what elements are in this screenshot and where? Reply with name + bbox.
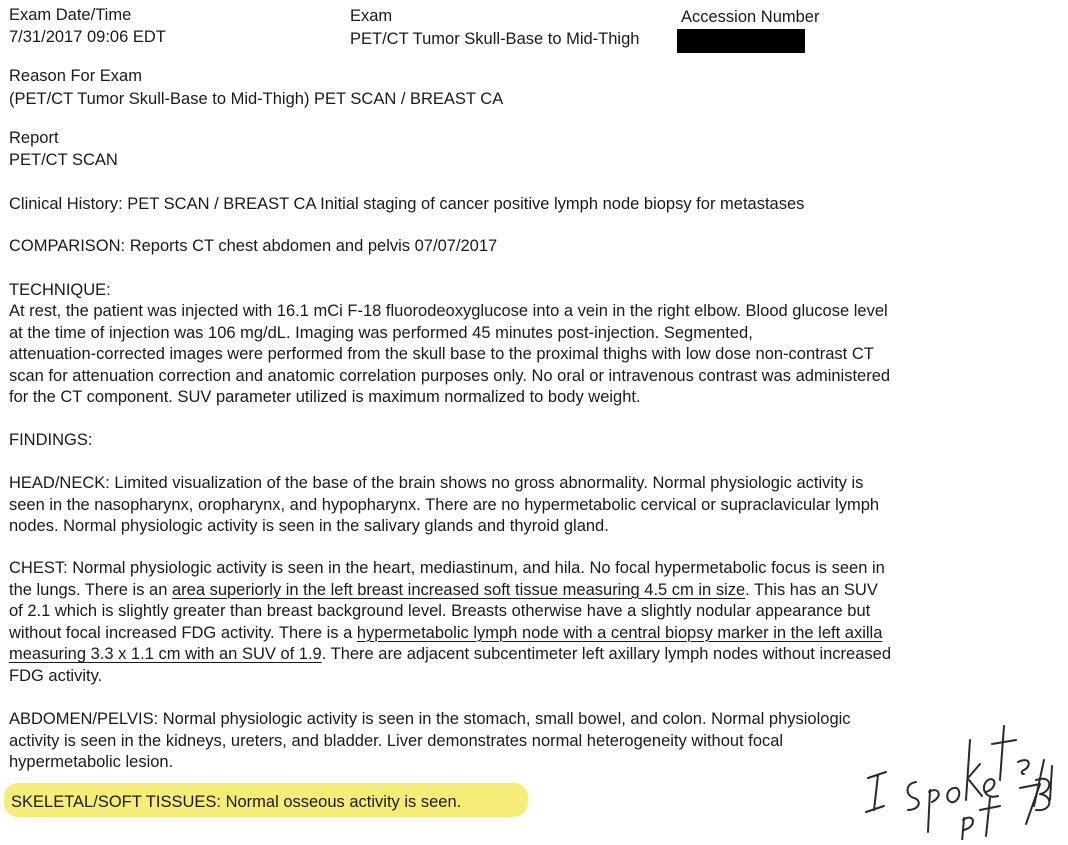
abdomen-line: ABDOMEN/PELVIS: Normal physiologic activity is seen in the stomach, small bowel, and colon. Normal physiologic — [9, 710, 851, 728]
handwritten-note-text: I spoke to pt 7/31 — [858, 700, 866, 701]
comparison: COMPARISON: Reports CT chest abdomen and pelvis 07/07/2017 — [9, 237, 498, 255]
report-label: Report — [9, 129, 59, 147]
handwriting-strokes — [866, 726, 1052, 840]
technique-line: at the time of injection was 106 mg/dL. Imaging was performed 45 minutes post-injection. Segmented, — [9, 323, 753, 342]
exam-date-label: Exam Date/Time — [9, 6, 132, 24]
chest-text: without focal increased FDG activity. There is a — [9, 623, 357, 642]
chest-text: . There are adjacent subcentimeter left axillary lymph nodes without increased — [321, 645, 891, 663]
chest-paragraph — [9, 558, 1019, 687]
report-value: PET/CT SCAN — [9, 151, 118, 169]
chest-line — [9, 623, 1019, 645]
head-neck-line: HEAD/NECK: Limited visualization of the base of the brain shows no gross abnormality. Normal physiologic activity is — [9, 474, 864, 492]
technique-line: for the CT component. SUV parameter utilized is maximum normalized to body weight. — [9, 388, 641, 406]
chest-line — [9, 644, 1019, 666]
reason-value: (PET/CT Tumor Skull-Base to Mid-Thigh) PET SCAN / BREAST CA — [9, 90, 504, 108]
technique-line: At rest, the patient was injected with 16.1 mCi F-18 fluorodeoxyglucose into a vein in the right elbow. Blood glucose level — [9, 302, 888, 320]
chest-text: the lungs. There is an — [9, 580, 172, 599]
chest-line: FDG activity. — [9, 666, 103, 685]
technique-heading: TECHNIQUE: — [9, 281, 111, 299]
clinical-history: Clinical History: PET SCAN / BREAST CA Initial staging of cancer positive lymph node biopsy for metastases — [9, 195, 805, 213]
abdomen-line: activity is seen in the kidneys, ureters, and bladder. Liver demonstrates normal heterogeneity without focal — [9, 731, 784, 750]
technique-paragraph — [9, 301, 1019, 409]
technique-line: scan for attenuation correction and anatomic correlation purposes only. No oral or intravenous contrast was administered — [9, 366, 891, 385]
technique-line: attenuation-corrected images were performed from the skull base to the proximal thighs with low dose non-contrast CT — [9, 345, 874, 363]
findings-heading: FINDINGS: — [9, 431, 93, 449]
underlined-lymph-node-measurement: measuring 3.3 x 1.1 cm with an SUV of 1.9 — [9, 645, 322, 663]
exam-label: Exam — [350, 7, 393, 25]
underlined-breast-finding: area superiorly in the left breast increased soft tissue measuring 4.5 cm in size — [171, 580, 746, 599]
handwritten-note — [858, 700, 1058, 840]
underlined-lymph-node-finding: hypermetabolic lymph node with a central biopsy marker in the left axilla — [356, 623, 883, 642]
chest-text: . This has an SUV — [745, 580, 878, 599]
reason-label: Reason For Exam — [9, 67, 142, 85]
exam-date-value: 7/31/2017 09:06 EDT — [9, 28, 166, 46]
chest-line: of 2.1 which is slightly greater than breast background level. Breasts otherwise have a slightly nodular appearance but — [9, 602, 871, 620]
head-neck-line: nodes. Normal physiologic activity is seen in the salivary glands and thyroid gland. — [9, 517, 609, 535]
head-neck-paragraph — [9, 473, 1019, 538]
accession-label: Accession Number — [681, 8, 820, 26]
chest-line — [9, 580, 1019, 602]
abdomen-line: hypermetabolic lesion. — [9, 753, 174, 771]
exam-value: PET/CT Tumor Skull-Base to Mid-Thigh — [350, 30, 640, 48]
head-neck-line: seen in the nasopharynx, oropharynx, and hypopharynx. There are no hypermetabolic cervical or supraclavicular lymph — [9, 495, 880, 514]
chest-line: CHEST: Normal physiologic activity is seen in the heart, mediastinum, and hila. No focal hypermetabolic focus is seen in — [9, 559, 885, 577]
accession-redaction — [677, 29, 805, 53]
skeletal-finding: SKELETAL/SOFT TISSUES: Normal osseous activity is seen. — [11, 793, 462, 811]
